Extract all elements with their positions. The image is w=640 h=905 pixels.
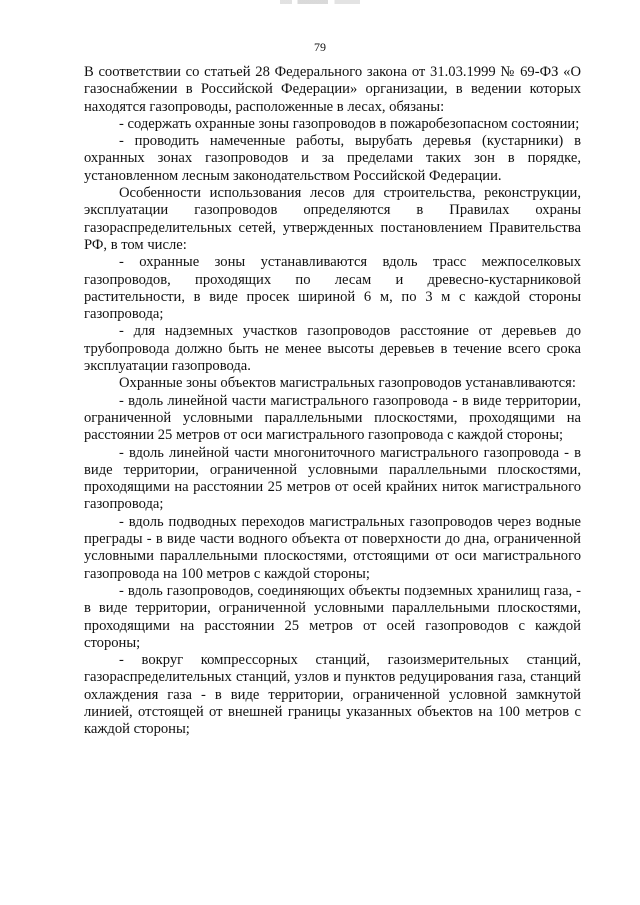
list-item: - проводить намеченные работы, вырубать деревья (кустарники) в охранных зонах газопроводов и за пределами таких зон в порядке, установленном лесным законодательством Российской Федерации.	[84, 133, 581, 184]
list-item: - вдоль подводных переходов магистральных газопроводов через водные преграды - в виде части водного объекта от поверхности до дна, ограниченной условными параллельными плоскостями, отстоящими от оси магистрального газопровода на 100 метров с каждой стороны;	[84, 513, 581, 582]
document-body	[84, 64, 581, 739]
list-item: - вдоль линейной части магистрального газопровода - в виде территории, ограниченной условными параллельными плоскостями, проходящими на расстоянии 25 метров от оси магистрального газопровода с каждой стороны;	[84, 392, 581, 444]
paragraph: Особенности использования лесов для строительства, реконструкции, эксплуатации газопроводов определяются в Правилах охраны газораспределительных сетей, утвержденных постановлением Правительства РФ, в том числе:	[84, 185, 581, 253]
list-item: - вдоль линейной части многониточного магистрального газопровода - в виде территории, ограниченной условными параллельными плоскостями, проходящими на расстоянии 25 метров от осей крайних ниток магистрального газопровода;	[84, 444, 581, 513]
list-item: - вокруг компрессорных станций, газоизмерительных станций, газораспределительных станций, узлов и пунктов редуцирования газа, станций охлаждения газа - в виде территории, ограниченной условной замкнутой линией, отстоящей от внешней границы указанных объектов на 100 метров с каждой стороны;	[84, 652, 581, 738]
list-item: - вдоль газопроводов, соединяющих объекты подземных хранилищ газа, - в виде территории, ограниченной условными параллельными плоскостями, проходящими на расстоянии 25 метров от осей газопроводов с каждой стороны;	[84, 582, 581, 651]
list-item: - содержать охранные зоны газопроводов в пожаробезопасном состоянии;	[119, 115, 580, 132]
paragraph: Охранные зоны объектов магистральных газопроводов устанавливаются:	[119, 375, 576, 392]
list-item: - для надземных участков газопроводов расстояние от деревьев до трубопровода должно быть не менее высоты деревьев в течение всего срока эксплуатации газопровода.	[84, 323, 581, 375]
paragraph-intro: В соответствии со статьей 28 Федерального закона от 31.03.1999 № 69-ФЗ «О газоснабжении в Российской Федерации» организации, в ведении которых находятся газопроводы, расположенные в лесах, обязаны:	[84, 64, 581, 115]
scan-artifact	[280, 0, 360, 4]
page-number: 79	[314, 40, 326, 54]
list-item: - охранные зоны устанавливаются вдоль трасс межпоселковых газопроводов, проходящих по лесам и древесно-кустарниковой растительности, в виде просек шириной 6 м, по 3 м с каждой стороны газопровода;	[84, 254, 581, 323]
